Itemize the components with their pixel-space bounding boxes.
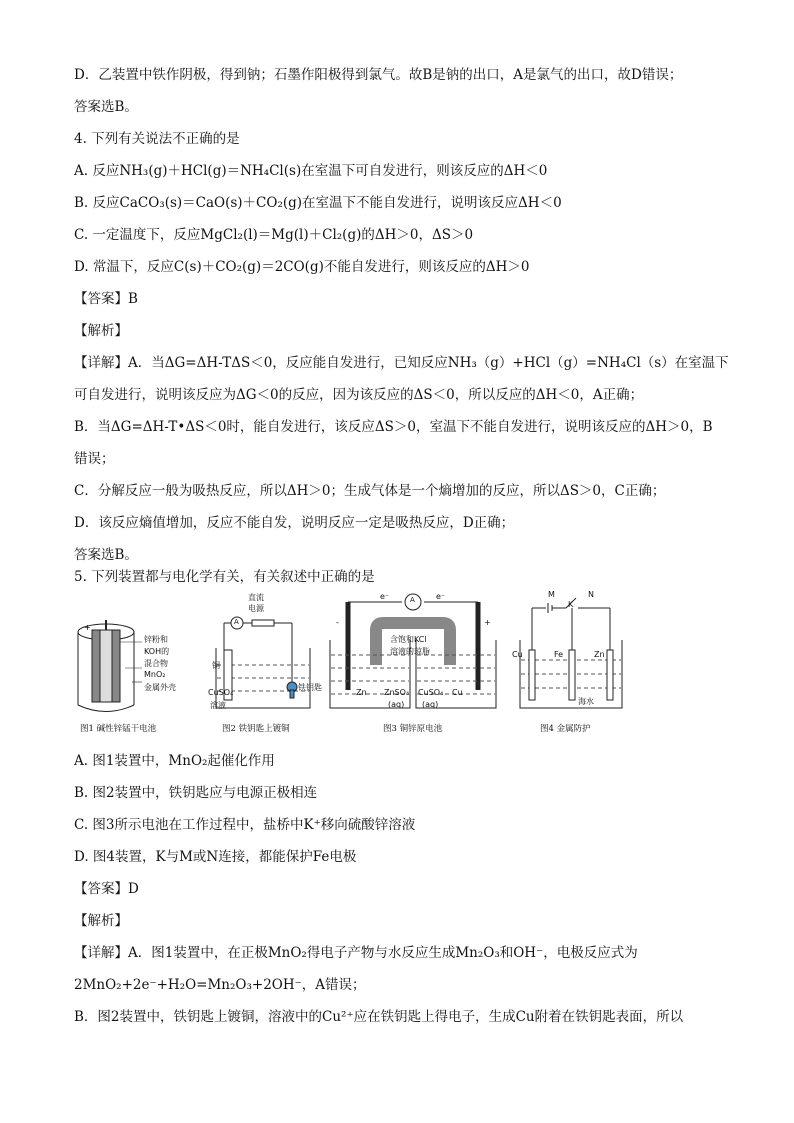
option-a: A. 图1装置中，MnO₂起催化作用 bbox=[74, 753, 275, 769]
positive-sign: + bbox=[484, 618, 491, 627]
option-d: D. 常温下，反应C(s)＋CO₂(g)＝2CO(g)不能自发进行，则该反应的ΔH＞0 bbox=[74, 259, 530, 275]
fig4-label: N bbox=[588, 590, 594, 599]
option-b: B. 反应CaCO₃(s)＝CaO(s)＋CO₂(g)在室温下不能自发进行，说明该反应ΔH＜0 bbox=[74, 195, 562, 211]
detail-line: C．分解反应一般为吸热反应，所以ΔH＞0；生成气体是一个熵增加的反应，所以ΔS＞0，C正确； bbox=[74, 483, 666, 499]
answer-label: 【答案】D bbox=[74, 881, 139, 897]
detail-line: D．该反应熵值增加，反应不能自发，说明反应一定是吸热反应，D正确； bbox=[74, 515, 515, 531]
battery-diagram bbox=[70, 590, 210, 720]
fig2-label: 电源 bbox=[248, 604, 264, 613]
fig3-label: ZnSO₄ bbox=[384, 688, 410, 697]
fig3-label: CuSO₄ bbox=[418, 688, 444, 697]
fig1-label: KOH的 bbox=[144, 647, 170, 656]
fig2-label: CuSO₄ bbox=[208, 688, 234, 697]
fig3-label: e⁻ bbox=[380, 592, 390, 601]
fig3-label: 含饱和KCl bbox=[390, 635, 427, 644]
question-title: 4. 下列有关说法不正确的是 bbox=[74, 131, 240, 147]
fig3-label: e⁻ bbox=[436, 592, 446, 601]
text-line: 答案选B。 bbox=[74, 547, 138, 563]
detail-line: 【详解】A．当ΔG=ΔH-TΔS＜0，反应能自发进行，已知反应NH₃（g）+HCl（g）=NH₄Cl（s）在室温下 bbox=[74, 355, 729, 371]
negative-sign: - bbox=[336, 618, 339, 627]
svg-text:+: + bbox=[84, 623, 91, 632]
option-d: D. 图4装置，K与M或N连接，都能保护Fe电极 bbox=[74, 849, 357, 865]
detail-line: 2MnO₂+2e⁻+H₂O=Mn₂O₃+2OH⁻，A错误； bbox=[74, 977, 366, 993]
fig1-label: 锌粉和 bbox=[144, 635, 168, 644]
figure-4-caption: 图4 金属防护 bbox=[540, 724, 591, 734]
fig3-label: (aq) bbox=[422, 700, 439, 709]
detail-line: B．当ΔG=ΔH-T•ΔS＜0时，能自发进行，该反应ΔS＞0，室温下不能自发进行，说明该反应的ΔH＞0，B bbox=[74, 419, 713, 435]
fig1-label: MnO₂ bbox=[144, 670, 166, 679]
fig4-label: 海水 bbox=[578, 697, 594, 706]
option-c: C. 图3所示电池在工作过程中，盐桥中K⁺移向硫酸锌溶液 bbox=[74, 817, 416, 833]
fig2-label: 铜 bbox=[212, 661, 220, 670]
detail-line: 错误； bbox=[74, 451, 115, 467]
ammeter-label: A bbox=[234, 618, 239, 626]
answer-label: 【答案】B bbox=[74, 291, 138, 307]
detail-line: 可自发进行，说明该反应为ΔG＜0的反应，因为该反应的ΔS＜0，所以反应的ΔH＜0，A正确； bbox=[74, 387, 644, 403]
detail-line: 【详解】A．图1装置中，在正极MnO₂得电子产物与水反应生成Mn₂O₃和OH⁻，电极反应式为 bbox=[74, 945, 638, 961]
figure-3 bbox=[328, 590, 508, 740]
analysis-label: 【解析】 bbox=[74, 913, 128, 929]
figure-4 bbox=[512, 590, 628, 740]
figures-row bbox=[70, 590, 720, 740]
detail-line: B．图2装置中，铁钥匙上镀铜，溶液中的Cu²⁺应在铁钥匙上得电子，生成Cu附着在铁钥匙表面，所以 bbox=[74, 1009, 684, 1025]
question-title: 5. 下列装置都与电化学有关，有关叙述中正确的是 bbox=[74, 569, 375, 585]
option-b: B. 图2装置中，铁钥匙应与电源正极相连 bbox=[74, 785, 318, 801]
fig4-label: M bbox=[548, 590, 555, 599]
figure-3-caption: 图3 铜锌原电池 bbox=[383, 724, 443, 734]
metal-protection-diagram bbox=[518, 590, 628, 720]
electroplating-diagram bbox=[212, 590, 322, 720]
fig1-label: 金属外壳 bbox=[144, 683, 176, 692]
figure-1-caption: 图1 碱性锌锰干电池 bbox=[80, 724, 157, 734]
fig3-label: Zn bbox=[356, 688, 367, 697]
fig3-label: (aq) bbox=[388, 700, 405, 709]
figure-2 bbox=[208, 590, 322, 740]
text-line: D．乙装置中铁作阴极，得到钠；石墨作阳极得到氯气。故B是钠的出口，A是氯气的出口，故D错误； bbox=[74, 67, 683, 83]
ammeter-label: A bbox=[410, 596, 415, 604]
fig2-label: 溶液 bbox=[210, 701, 226, 710]
figure-1 bbox=[70, 590, 210, 740]
option-c: C. 一定温度下，反应MgCl₂(l)＝Mg(l)＋Cl₂(g)的ΔH＞0，ΔS＞0 bbox=[74, 227, 474, 243]
fig3-label: Cu bbox=[452, 688, 463, 697]
fig1-label: 混合物 bbox=[144, 659, 168, 668]
analysis-label: 【解析】 bbox=[74, 323, 128, 339]
fig3-label: 溶液的琼脂 bbox=[390, 647, 430, 656]
option-a: A. 反应NH₃(g)＋HCl(g)＝NH₄Cl(s)在室温下可自发进行，则该反应的ΔH＜0 bbox=[74, 163, 548, 179]
fig2-label: 铁钥匙 bbox=[298, 683, 322, 692]
fig4-label: K bbox=[568, 600, 574, 609]
fig4-label: Cu bbox=[512, 650, 523, 659]
text-line: 答案选B。 bbox=[74, 99, 138, 115]
fig4-label: Fe bbox=[554, 650, 564, 659]
fig2-label: 直流 bbox=[248, 593, 264, 602]
figure-2-caption: 图2 铁钥匙上镀铜 bbox=[222, 724, 290, 734]
fig4-label: Zn bbox=[594, 650, 605, 659]
